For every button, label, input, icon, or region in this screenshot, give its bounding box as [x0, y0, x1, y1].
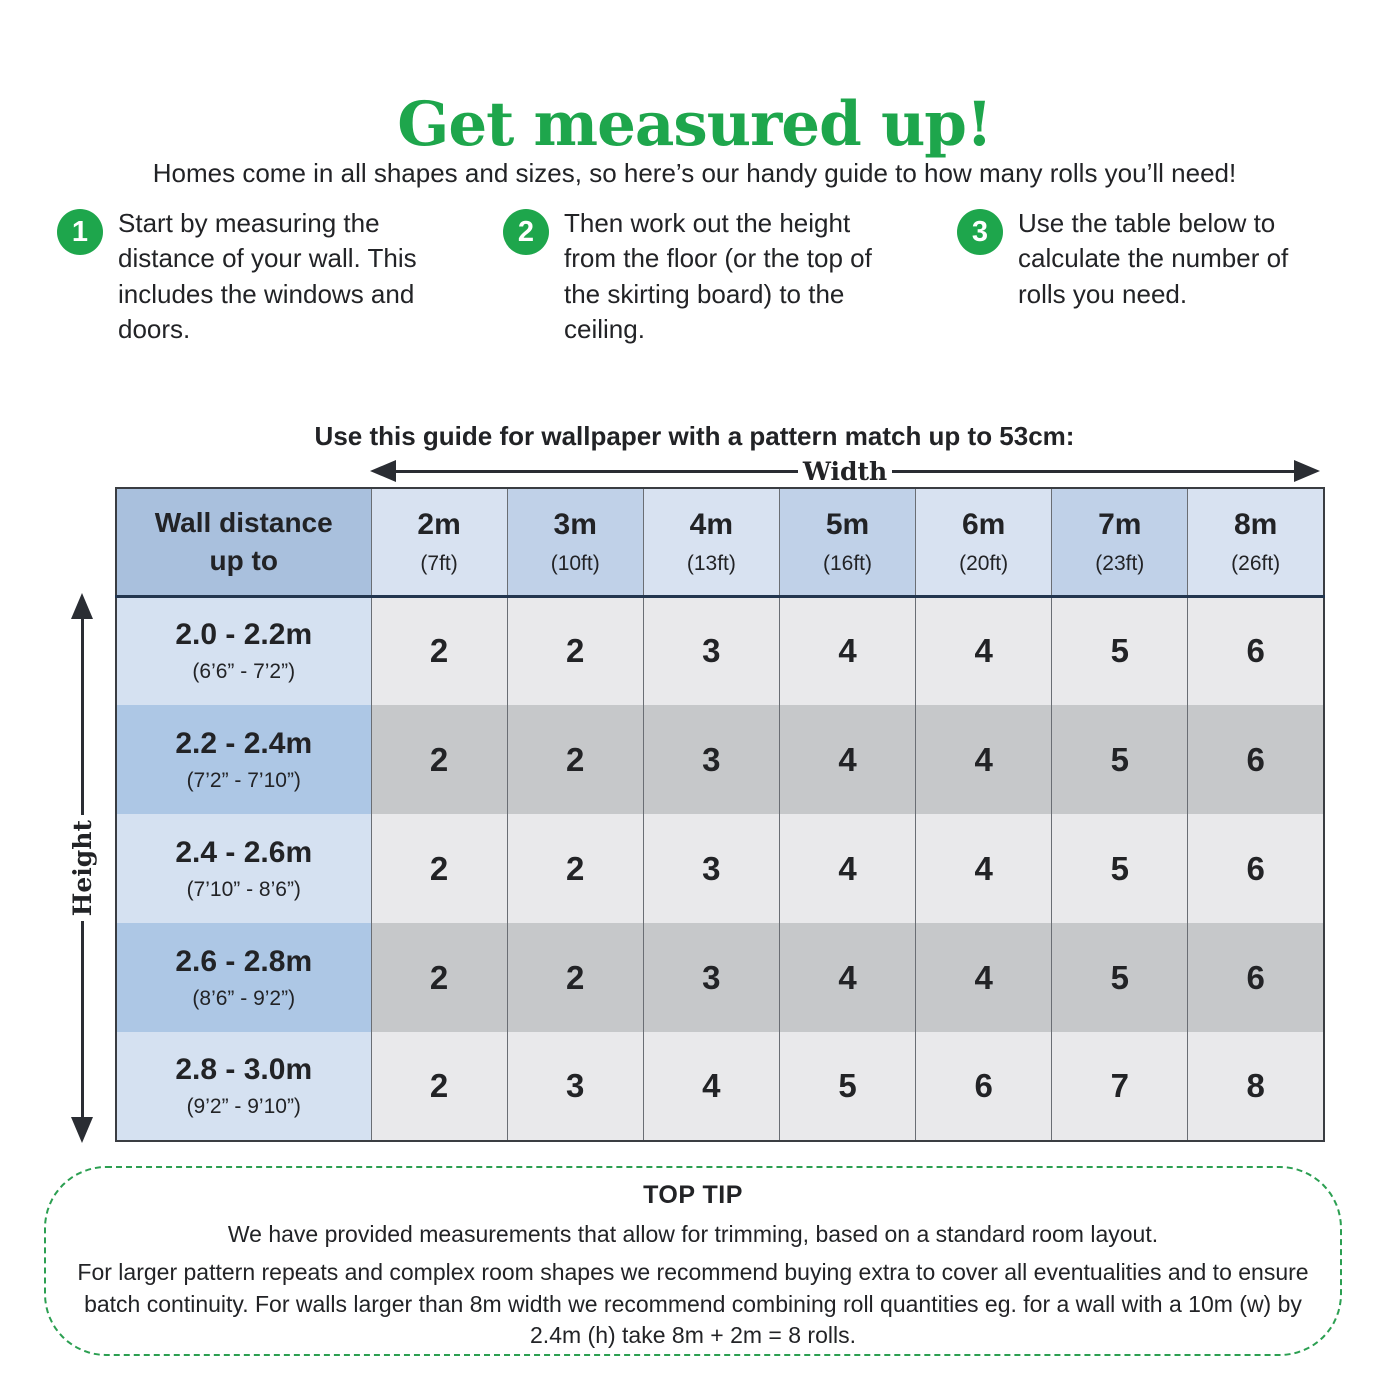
step-3 — [957, 206, 1322, 312]
table-header-row — [116, 488, 1324, 596]
step-1-number-badge — [57, 209, 103, 255]
column-header-4m: 4m (13ft) — [643, 488, 779, 596]
cell-value: 4 — [916, 705, 1052, 814]
cell-value: 5 — [1052, 596, 1188, 705]
cell-value: 6 — [1188, 596, 1324, 705]
step-2-text: Then work out the height from the floor (or the top of the skirting board) to the ceiling. — [564, 208, 872, 345]
cell-value: 6 — [1188, 923, 1324, 1032]
row-header-2.4-2.6m: 2.4 - 2.6m (7’10” - 8’6”) — [116, 814, 371, 923]
height-axis-label: Height — [67, 819, 97, 917]
row-header-2.2-2.4m: 2.2 - 2.4m (7’2” - 7’10”) — [116, 705, 371, 814]
cell-value: 2 — [371, 1032, 507, 1141]
cell-value: 4 — [779, 705, 915, 814]
width-arrow-line — [892, 470, 1294, 473]
table-row — [116, 1032, 1324, 1141]
step-1-text: Start by measuring the distance of your wall. This includes the windows and doors. — [118, 208, 417, 345]
cell-value: 2 — [507, 705, 643, 814]
rolls-calculation-table — [115, 487, 1325, 1142]
step-2-number-badge — [503, 209, 549, 255]
top-tip-heading: TOP TIP — [643, 1181, 743, 1209]
cell-value: 4 — [916, 814, 1052, 923]
arrow-up-icon — [71, 593, 93, 619]
cell-value: 5 — [1052, 705, 1188, 814]
cell-value: 2 — [371, 705, 507, 814]
row-header-2.6-2.8m: 2.6 - 2.8m (8’6” - 9’2”) — [116, 923, 371, 1032]
arrow-left-icon — [370, 460, 396, 482]
column-header-6m: 6m (20ft) — [916, 488, 1052, 596]
table-row — [116, 596, 1324, 705]
cell-value: 6 — [916, 1032, 1052, 1141]
corner-header-line2: up to — [209, 544, 278, 576]
table-row — [116, 923, 1324, 1032]
step-1 — [57, 206, 442, 347]
height-arrow-line — [81, 619, 84, 815]
step-2 — [503, 206, 903, 347]
cell-value: 3 — [643, 596, 779, 705]
arrow-right-icon — [1294, 460, 1320, 482]
height-axis-arrow — [64, 593, 100, 1143]
table-row — [116, 814, 1324, 923]
step-1-number: 1 — [71, 215, 89, 248]
step-3-number: 3 — [971, 215, 989, 248]
column-header-3m: 3m (10ft) — [507, 488, 643, 596]
page-subtitle: Homes come in all shapes and sizes, so here’s our handy guide to how many rolls you’ll need! — [152, 158, 1237, 188]
cell-value: 4 — [779, 596, 915, 705]
width-axis-arrow — [370, 458, 1320, 484]
cell-value: 6 — [1188, 814, 1324, 923]
cell-value: 3 — [643, 705, 779, 814]
cell-value: 4 — [779, 814, 915, 923]
step-3-text: Use the table below to calculate the number of rolls you need. — [1018, 208, 1289, 309]
cell-value: 8 — [1188, 1032, 1324, 1141]
cell-value: 5 — [1052, 923, 1188, 1032]
table-heading: Use this guide for wallpaper with a pattern match up to 53cm: — [314, 420, 1075, 451]
row-header-2.0-2.2m: 2.0 - 2.2m (6’6” - 7’2”) — [116, 596, 371, 705]
cell-value: 4 — [643, 1032, 779, 1141]
cell-value: 5 — [1052, 814, 1188, 923]
page-title: Get measured up! — [397, 88, 992, 160]
column-header-7m: 7m (23ft) — [1052, 488, 1188, 596]
cell-value: 4 — [916, 596, 1052, 705]
corner-header-cell — [116, 488, 371, 596]
cell-value: 5 — [779, 1032, 915, 1141]
cell-value: 4 — [779, 923, 915, 1032]
cell-value: 2 — [507, 923, 643, 1032]
cell-value: 7 — [1052, 1032, 1188, 1141]
cell-value: 6 — [1188, 705, 1324, 814]
cell-value: 2 — [507, 814, 643, 923]
row-header-2.8-3.0m: 2.8 - 3.0m (9’2” - 9’10”) — [116, 1032, 371, 1141]
cell-value: 3 — [507, 1032, 643, 1141]
cell-value: 2 — [371, 596, 507, 705]
top-tip-box — [44, 1166, 1342, 1356]
width-arrow-line — [396, 470, 798, 473]
top-tip-line2: For larger pattern repeats and complex room shapes we recommend buying extra to cover all eventualities and to ensure batch continuity. For walls larger than 8m width we recommend combining roll quantities eg. for a wall with a 10m (w) by 2.4m (h) take 8m + 2m = 8 rolls. — [77, 1259, 1309, 1349]
width-axis-label: Width — [802, 456, 888, 486]
cell-value: 2 — [507, 596, 643, 705]
cell-value: 2 — [371, 923, 507, 1032]
height-arrow-line — [81, 921, 84, 1117]
cell-value: 3 — [643, 814, 779, 923]
step-2-number: 2 — [517, 215, 535, 248]
cell-value: 2 — [371, 814, 507, 923]
column-header-2m: 2m (7ft) — [371, 488, 507, 596]
column-header-5m: 5m (16ft) — [779, 488, 915, 596]
column-header-8m: 8m (26ft) — [1188, 488, 1324, 596]
corner-header-line1: Wall distance — [154, 506, 333, 538]
step-3-number-badge — [957, 209, 1003, 255]
arrow-down-icon — [71, 1117, 93, 1143]
cell-value: 4 — [916, 923, 1052, 1032]
cell-value: 3 — [643, 923, 779, 1032]
top-tip-line1: We have provided measurements that allow for trimming, based on a standard room layout. — [227, 1221, 1159, 1247]
table-row — [116, 705, 1324, 814]
